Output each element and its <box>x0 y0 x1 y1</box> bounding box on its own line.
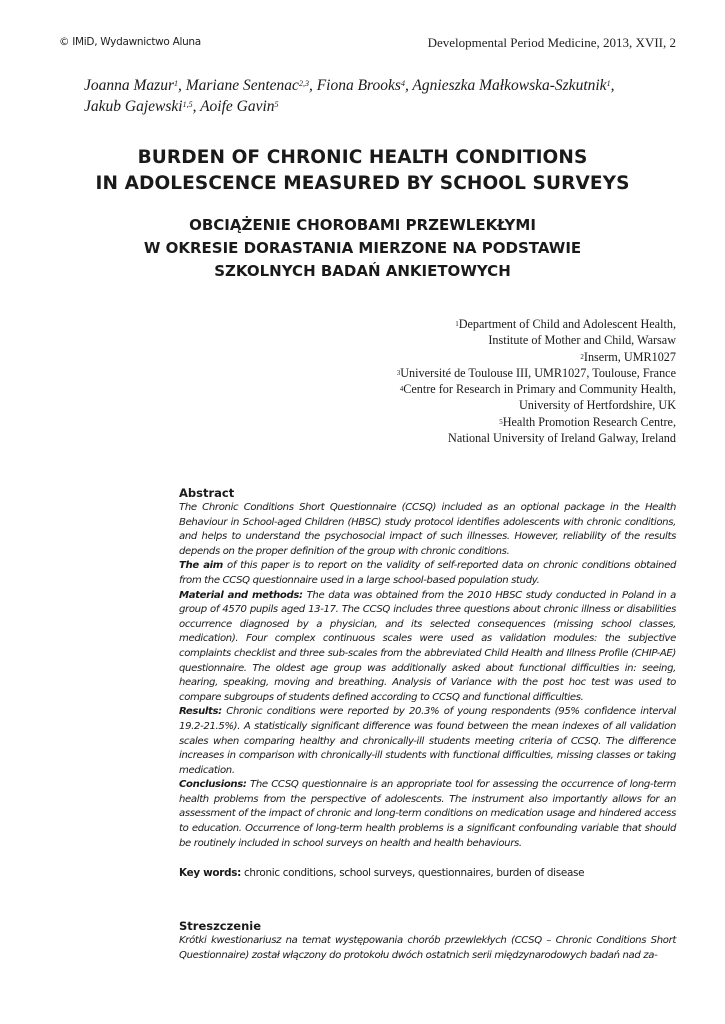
affiliation-line: $^4$Centre for Research in Primary and Community Health, <box>399 382 676 397</box>
author-affiliation-ref: 1,5 <box>182 100 193 109</box>
affiliation-line: $^1$Department of Child and Adolescent Health, <box>455 317 676 331</box>
affiliation-line: $^2$Inserm, UMR1027 <box>580 349 676 364</box>
author: Aoife Gavin$^5$ <box>200 98 279 115</box>
author-affiliation-ref: 1 <box>606 79 611 88</box>
affiliation-line: $^5$Health Promotion Research Centre, <box>499 414 676 429</box>
affiliation-line: University of Hertfordshire, UK <box>518 398 676 413</box>
abstract-methods: Material and methods: The data was obtained from the 2010 HBSC study conducted in Poland in a group of 4570 pupils aged 13-17. The CCSQ includes three questions about chronic illness or disabilities occurrence diagnosed by a physician, and its selected consequences (missing school classes, medication). Four complex continuous scales were used as validation modules: the subjective complaints checklist and three sub-scales from the abbreviated Child Health and Illness Profile (CHIP-AE) questionnaire. The oldest age group was additionally asked about functional difficulties in: seeing, hearing, speaking, moving and breathing. Analysis of Variance with the post hoc test was used to compare subgroups of students defined according to CCSQ and functional difficulties. <box>179 589 676 703</box>
author: Jakub Gajewski$^{1,5}$, <box>84 98 201 115</box>
publisher-copyright: © IMiD, Wydawnictwo Aluna <box>59 36 201 48</box>
author: Mariane Sentenac$^{2,3}$, <box>185 77 317 94</box>
author: Fiona Brooks$^4$, <box>316 77 413 94</box>
journal-citation: Developmental Period Medicine, 2013, XVII, 2 <box>427 35 676 50</box>
abstract-heading: Abstract <box>179 486 235 500</box>
author: Joanna Mazur$^1$, <box>84 77 186 94</box>
abstract-intro: The Chronic Conditions Short Questionnaire (CCSQ) included as an optional package in the Health Behaviour in School-aged Children (HBSC) study protocol identifies adolescents with chronic conditions, and helps to understand the psychosocial impact of such illnesses. However, reliability of the results depends on the proper definition of the group with chronic conditions. <box>179 502 676 557</box>
abstract-aim: The aim of this paper is to report on the validity of self-reported data on chronic conditions obtained from the CCSQ questionnaire used in a large school-based population study. <box>179 560 676 586</box>
affiliation-line: National University of Ireland Galway, Ireland <box>448 431 676 446</box>
author-affiliation-ref: 5 <box>274 100 279 109</box>
affiliation-line: $^3$Université de Toulouse III, UMR1027, Toulouse, France <box>396 365 676 380</box>
abstract-section <box>179 486 676 851</box>
affiliations <box>296 316 676 446</box>
keywords <box>179 866 676 880</box>
author-affiliation-ref: 1 <box>173 79 178 88</box>
streszczenie-heading: Streszczenie <box>179 919 262 933</box>
abstract-body <box>179 501 676 851</box>
keywords-text: chronic conditions, school surveys, questionnaires, burden of disease <box>240 867 585 879</box>
running-header <box>59 36 676 52</box>
article-title-polish: OBCIĄŻENIE CHOROBAMI PRZEWLEKŁYMI W OKRESIE DORASTANIA MIERZONE NA PODSTAWIE SZKOLNYCH BADAŃ ANKIETOWYCH <box>143 216 582 280</box>
streszczenie-body: Krótki kwestionariusz na temat występowania chorób przewlekłych (CCSQ – Chronic Conditions Short Questionnaire) został włączony do protokołu dwóch ostatnich serii międzynarodowych badań nad za- <box>179 935 676 961</box>
author-affiliation-ref: 2,3 <box>298 79 309 88</box>
affiliation-line: Institute of Mother and Child, Warsaw <box>488 333 676 348</box>
abstract-conclusions: Conclusions: The CCSQ questionnaire is an appropriate tool for assessing the occurrence of long-term health problems from the perspective of adolescents. The instrument also importantly allows for an assessment of the impact of chronic and long-term conditions on medication usage and hindered access to education. Occurrence of long-term health problems is a significant confounding variable that should be routinely included in school surveys on health and health behaviours. <box>179 779 676 849</box>
author: Agnieszka Małkowska-Szkutnik$^1$, <box>412 77 615 94</box>
abstract-results: Results: Chronic conditions were reported by 20.3% of young respondents (95% confidence interval 19.2-21.5%). A statistically significant difference was found between the mean indexes of all validation scales when comparing healthy and chronically-ill students meeting criteria of CCSQ. The difference increases in comparison with chronically-ill students with functional difficulties, missing classes or taking medication. <box>179 706 676 776</box>
author-affiliation-ref: 4 <box>400 79 405 88</box>
author-list <box>84 75 684 117</box>
article-title-english: BURDEN OF CHRONIC HEALTH CONDITIONS IN ADOLESCENCE MEASURED BY SCHOOL SURVEYS <box>95 147 630 194</box>
keywords-label: Key words: <box>179 867 241 879</box>
streszczenie-section <box>179 919 676 963</box>
